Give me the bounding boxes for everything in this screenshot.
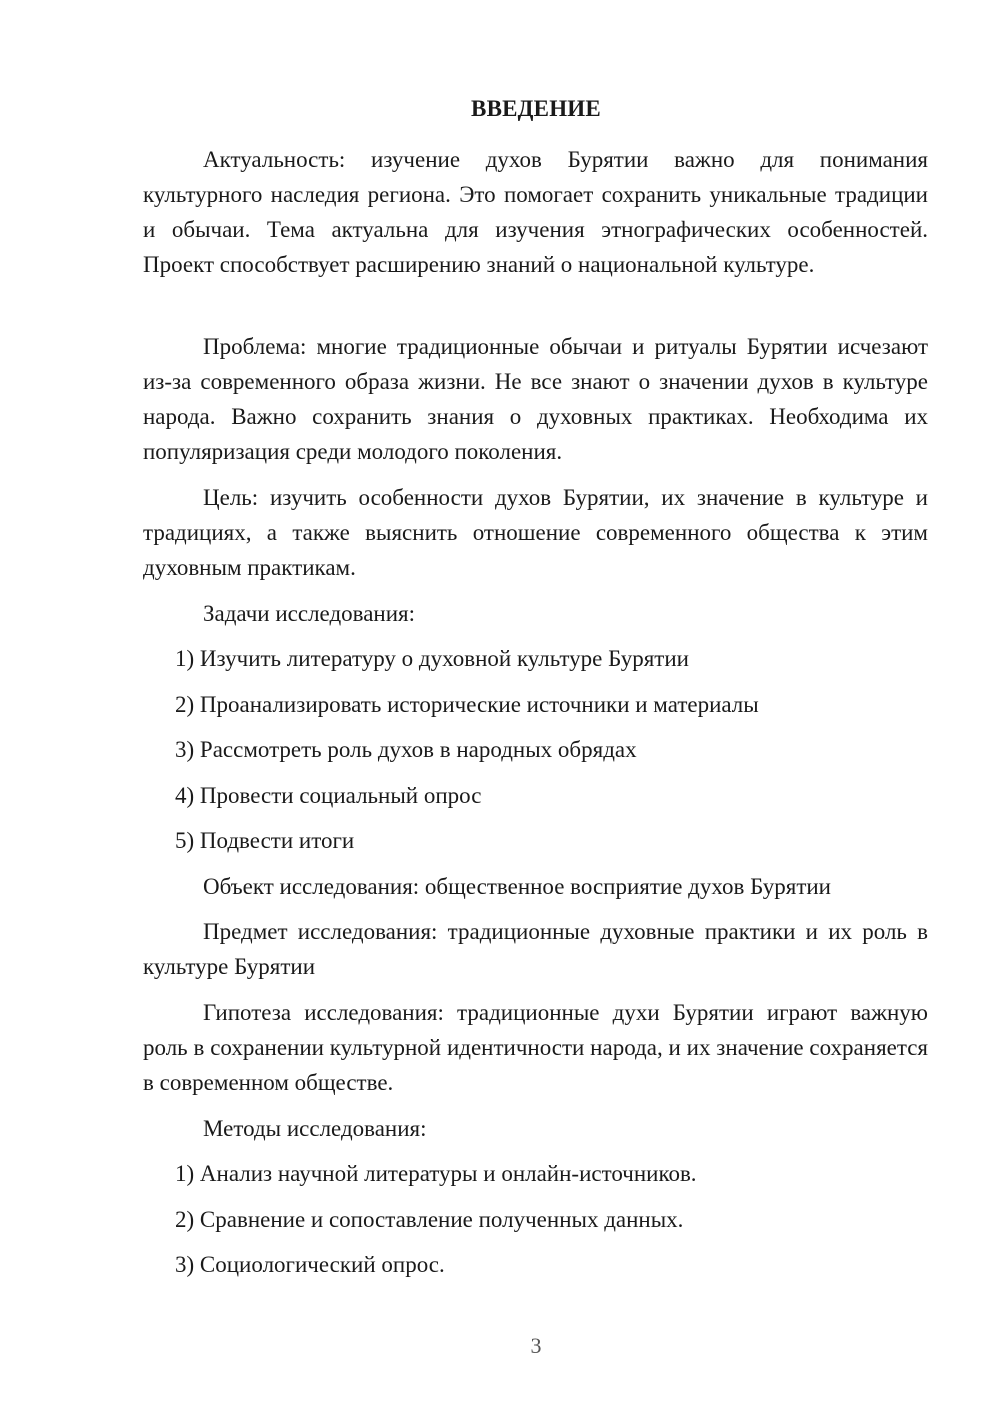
method-item: 3) Социологический опрос. [175, 1252, 445, 1277]
page-number: 3 [530, 1333, 542, 1358]
research-subject: Предмет исследования: традиционные духовные практики и их роль в культуре Бурятии [143, 919, 928, 979]
method-item: 1) Анализ научной литературы и онлайн-источников. [175, 1161, 697, 1186]
goal-paragraph: Цель: изучить особенности духов Бурятии, их значение в культуре и традициях, а также выяснить отношение современного общества к этим духовным практикам. [143, 485, 928, 580]
task-item: 2) Проанализировать исторические источники и материалы [175, 692, 759, 717]
task-item: 4) Провести социальный опрос [175, 783, 482, 808]
method-item: 2) Сравнение и сопоставление полученных данных. [175, 1207, 684, 1232]
research-hypothesis: Гипотеза исследования: традиционные духи Бурятии играют важную роль в сохранении культурной идентичности народа, и их значение сохраняется в современном обществе. [143, 1000, 928, 1095]
methods-heading: Методы исследования: [203, 1116, 427, 1141]
relevance-paragraph: Актуальность: изучение духов Бурятии важно для понимания культурного наследия региона. Это помогает сохранить уникальные традиции и обычаи. Тема актуальна для изучения этнографических особенностей. Проект способствует расширению знаний о национальной культуре. [143, 147, 928, 277]
problem-paragraph: Проблема: многие традиционные обычаи и ритуалы Бурятии исчезают из-за современного образа жизни. Не все знают о значении духов в культуре народа. Важно сохранить знания о духовных практиках. Необходима их популяризация среди молодого поколения. [143, 334, 928, 464]
task-item: 5) Подвести итоги [175, 828, 355, 853]
task-item: 1) Изучить литературу о духовной культуре Бурятии [175, 646, 689, 671]
page-title: ВВЕДЕНИЕ [471, 96, 601, 121]
tasks-heading: Задачи исследования: [203, 601, 416, 626]
task-item: 3) Рассмотреть роль духов в народных обрядах [175, 737, 637, 762]
research-object: Объект исследования: общественное восприятие духов Бурятии [203, 874, 831, 899]
